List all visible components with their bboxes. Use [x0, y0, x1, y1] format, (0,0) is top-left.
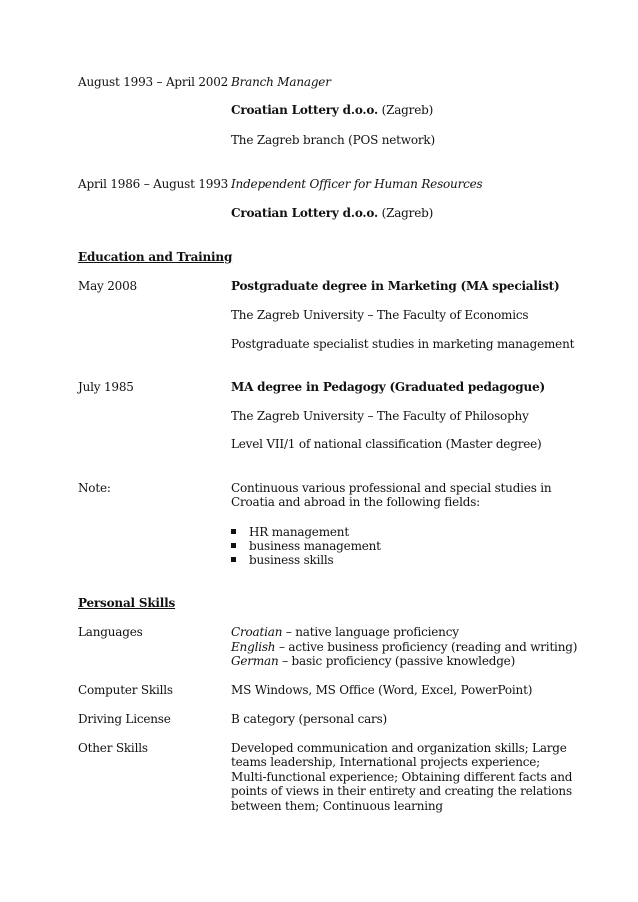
experience-detail: The Zagreb branch (POS network): [231, 133, 435, 147]
experience-period: August 1993 – April 2002: [78, 75, 229, 89]
language-line: [231, 625, 459, 639]
education-degree: Postgraduate degree in Marketing (MA specialist): [231, 279, 560, 293]
education-date: May 2008: [78, 279, 137, 293]
other-skills-value: Developed communication and organization skills; Large teams leadership, International projects experience; Multi-functional experience; Obtaining different facts and points of views in their entirety and creating the relations between them; Continuous learning: [231, 741, 573, 813]
education-detail: Postgraduate specialist studies in marketing management: [231, 337, 575, 351]
bullet-text: business skills: [249, 553, 334, 567]
computer-skills-label: Computer Skills: [78, 683, 173, 697]
experience-employer-line: [231, 103, 433, 117]
list-item: [231, 525, 349, 539]
language-desc: – native language proficiency: [282, 625, 459, 639]
education-heading: Education and Training: [78, 250, 233, 264]
experience-employer-line: [231, 206, 433, 220]
education-degree: MA degree in Pedagogy (Graduated pedagogue): [231, 380, 545, 394]
skills-heading: Personal Skills: [78, 596, 176, 610]
experience-title: Independent Officer for Human Resources: [231, 177, 483, 191]
language-name: English: [231, 640, 276, 654]
list-item: [231, 539, 381, 553]
language-name: Croatian: [231, 625, 283, 639]
languages-label: Languages: [78, 625, 143, 639]
employer-name: Croatian Lottery d.o.o.: [231, 206, 378, 220]
education-institution: The Zagreb University – The Faculty of Economics: [231, 308, 529, 322]
driving-license-label: Driving License: [78, 712, 171, 726]
bullet-text: HR management: [249, 525, 349, 539]
experience-title: Branch Manager: [231, 75, 331, 89]
education-institution: The Zagreb University – The Faculty of Philosophy: [231, 409, 529, 423]
experience-period: April 1986 – August 1993: [78, 177, 229, 191]
employer-name: Croatian Lottery d.o.o.: [231, 103, 378, 117]
computer-skills-value: MS Windows, MS Office (Word, Excel, PowerPoint): [231, 683, 533, 697]
education-date: July 1985: [78, 380, 134, 394]
note-label: Note:: [78, 481, 111, 495]
bullet-icon: [231, 543, 236, 548]
education-detail: Level VII/1 of national classification (Master degree): [231, 437, 542, 451]
employer-location: (Zagreb): [381, 103, 434, 117]
language-desc: – basic proficiency (passive knowledge): [278, 654, 516, 668]
language-name: German: [231, 654, 279, 668]
bullet-text: business management: [249, 539, 381, 553]
bullet-icon: [231, 557, 236, 562]
note-text: Continuous various professional and special studies in Croatia and abroad in the following fields:: [231, 481, 552, 510]
list-item: [231, 553, 333, 567]
language-desc: – active business proficiency (reading and writing): [275, 640, 578, 654]
bullet-icon: [231, 529, 236, 534]
other-skills-label: Other Skills: [78, 741, 148, 755]
language-line: [231, 640, 577, 654]
language-line: [231, 654, 515, 668]
driving-license-value: B category (personal cars): [231, 712, 388, 726]
employer-location: (Zagreb): [381, 206, 434, 220]
